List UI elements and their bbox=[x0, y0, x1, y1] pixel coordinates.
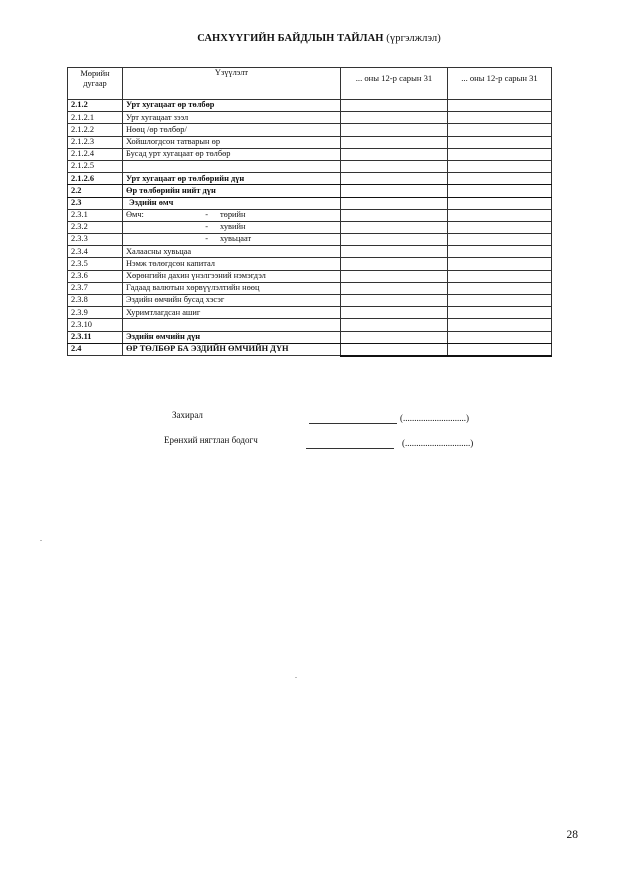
table-row bbox=[68, 173, 552, 185]
row-number: 2.3.2 bbox=[68, 221, 123, 233]
value-cell-period-1[interactable] bbox=[341, 112, 448, 124]
value-cell-period-2[interactable] bbox=[448, 100, 552, 112]
value-cell-period-1[interactable] bbox=[341, 136, 448, 148]
table-row bbox=[68, 282, 552, 294]
value-cell-period-1[interactable] bbox=[341, 221, 448, 233]
table-row bbox=[68, 343, 552, 356]
dash-marker: - bbox=[205, 222, 208, 232]
row-label bbox=[123, 234, 341, 246]
row-label bbox=[123, 160, 341, 172]
row-label bbox=[123, 319, 341, 331]
row-label: Нөөц /өр төлбөр/ bbox=[123, 124, 341, 136]
accountant-name-placeholder: (.............................) bbox=[402, 438, 474, 448]
header-period-2: ... оны 12-р сарын 31 bbox=[448, 68, 552, 100]
header-number: Мөрийн дугаар bbox=[68, 68, 123, 100]
value-cell-period-1[interactable] bbox=[341, 270, 448, 282]
row-label: Эздийн өмчийн дүн bbox=[123, 331, 341, 343]
report-title-main: САНХҮҮГИЙН БАЙДЛЫН ТАЙЛАН bbox=[197, 33, 384, 44]
table-row bbox=[68, 221, 552, 233]
row-label: Хойшлогдсон татварын өр bbox=[123, 136, 341, 148]
value-cell-period-2[interactable] bbox=[448, 173, 552, 185]
value-cell-period-2[interactable] bbox=[448, 160, 552, 172]
row-sub-label: хувьцаат bbox=[220, 234, 252, 244]
value-cell-period-1[interactable] bbox=[341, 197, 448, 209]
value-cell-period-1[interactable] bbox=[341, 319, 448, 331]
value-cell-period-2[interactable] bbox=[448, 124, 552, 136]
report-title-sub: (үргэлжлэл) bbox=[386, 33, 441, 44]
row-label bbox=[123, 197, 341, 209]
row-number: 2.2 bbox=[68, 185, 123, 197]
page-number: 28 bbox=[566, 829, 578, 841]
value-cell-period-1[interactable] bbox=[341, 295, 448, 307]
row-label: Урт хугацаат өр төлбөрийн дүн bbox=[123, 173, 341, 185]
table-row bbox=[68, 234, 552, 246]
table-row bbox=[68, 160, 552, 172]
value-cell-period-1[interactable] bbox=[341, 209, 448, 221]
accountant-signature-line[interactable] bbox=[306, 438, 394, 449]
table-row bbox=[68, 246, 552, 258]
report-title bbox=[0, 33, 638, 44]
row-label: ӨР ТӨЛБӨР БА ЭЗДИЙН ӨМЧИЙН ДҮН bbox=[123, 343, 341, 356]
row-label-text: Эздийн өмч bbox=[129, 197, 174, 207]
row-number: 2.3.10 bbox=[68, 319, 123, 331]
row-number: 2.3.7 bbox=[68, 282, 123, 294]
header-period-1: ... оны 12-р сарын 31 bbox=[341, 68, 448, 100]
row-number: 2.3.3 bbox=[68, 234, 123, 246]
row-number: 2.3.11 bbox=[68, 331, 123, 343]
value-cell-period-1[interactable] bbox=[341, 331, 448, 343]
value-cell-period-2[interactable] bbox=[448, 148, 552, 160]
row-label: Хөрөнгийн дахин үнэлгээний нэмэгдэл bbox=[123, 270, 341, 282]
value-cell-period-2[interactable] bbox=[448, 319, 552, 331]
row-number: 2.1.2.4 bbox=[68, 148, 123, 160]
row-number: 2.1.2 bbox=[68, 100, 123, 112]
value-cell-period-1[interactable] bbox=[341, 307, 448, 319]
accountant-role: Ерөнхий нягтлан бодогч bbox=[164, 435, 258, 445]
row-sub-label: төрийн bbox=[220, 210, 246, 220]
scan-speck bbox=[295, 677, 297, 678]
table-row bbox=[68, 270, 552, 282]
value-cell-period-1[interactable] bbox=[341, 343, 448, 356]
dash-marker: - bbox=[205, 234, 208, 244]
value-cell-period-2[interactable] bbox=[448, 282, 552, 294]
row-number: 2.1.2.5 bbox=[68, 160, 123, 172]
row-label: Халаасны хувьцаа bbox=[123, 246, 341, 258]
value-cell-period-2[interactable] bbox=[448, 246, 552, 258]
table-row bbox=[68, 112, 552, 124]
value-cell-period-1[interactable] bbox=[341, 173, 448, 185]
row-number: 2.1.2.3 bbox=[68, 136, 123, 148]
row-number: 2.3.1 bbox=[68, 209, 123, 221]
table-row bbox=[68, 209, 552, 221]
row-sub-label: хувийн bbox=[220, 222, 246, 232]
row-number: 2.3.9 bbox=[68, 307, 123, 319]
value-cell-period-1[interactable] bbox=[341, 282, 448, 294]
table-row bbox=[68, 197, 552, 209]
value-cell-period-1[interactable] bbox=[341, 100, 448, 112]
row-label: Урт хугацаат зээл bbox=[123, 112, 341, 124]
value-cell-period-2[interactable] bbox=[448, 185, 552, 197]
value-cell-period-1[interactable] bbox=[341, 258, 448, 270]
value-cell-period-1[interactable] bbox=[341, 234, 448, 246]
value-cell-period-2[interactable] bbox=[448, 209, 552, 221]
value-cell-period-1[interactable] bbox=[341, 124, 448, 136]
value-cell-period-1[interactable] bbox=[341, 185, 448, 197]
value-cell-period-2[interactable] bbox=[448, 343, 552, 356]
row-label: Бусад урт хугацаат өр төлбөр bbox=[123, 148, 341, 160]
scan-speck bbox=[40, 540, 42, 541]
row-number: 2.3 bbox=[68, 197, 123, 209]
table-row bbox=[68, 295, 552, 307]
value-cell-period-2[interactable] bbox=[448, 270, 552, 282]
table-row bbox=[68, 185, 552, 197]
row-label-text: Өмч: bbox=[126, 210, 144, 220]
table-row bbox=[68, 124, 552, 136]
row-label bbox=[123, 221, 341, 233]
row-label: Эздийн өмчийн бусад хэсэг bbox=[123, 295, 341, 307]
director-name-placeholder: (............................) bbox=[400, 413, 469, 423]
value-cell-period-2[interactable] bbox=[448, 197, 552, 209]
table-row bbox=[68, 100, 552, 112]
value-cell-period-2[interactable] bbox=[448, 221, 552, 233]
director-role: Захирал bbox=[172, 410, 203, 420]
table-row bbox=[68, 136, 552, 148]
row-label bbox=[123, 209, 341, 221]
value-cell-period-2[interactable] bbox=[448, 307, 552, 319]
row-number: 2.3.4 bbox=[68, 246, 123, 258]
row-label: Өр төлбөрийн нийт дүн bbox=[123, 185, 341, 197]
value-cell-period-1[interactable] bbox=[341, 148, 448, 160]
row-number: 2.3.6 bbox=[68, 270, 123, 282]
dash-marker: - bbox=[205, 210, 208, 220]
director-signature-line[interactable] bbox=[309, 413, 397, 424]
table-row bbox=[68, 319, 552, 331]
table-row bbox=[68, 307, 552, 319]
value-cell-period-1[interactable] bbox=[341, 246, 448, 258]
row-number: 2.1.2.1 bbox=[68, 112, 123, 124]
row-label: Урт хугацаат өр төлбөр bbox=[123, 100, 341, 112]
row-label: Хуримтлагдсан ашиг bbox=[123, 307, 341, 319]
value-cell-period-2[interactable] bbox=[448, 234, 552, 246]
table-row bbox=[68, 258, 552, 270]
value-cell-period-2[interactable] bbox=[448, 331, 552, 343]
value-cell-period-2[interactable] bbox=[448, 136, 552, 148]
table-header-row bbox=[68, 68, 552, 100]
table-row bbox=[68, 331, 552, 343]
row-number: 2.1.2.6 bbox=[68, 173, 123, 185]
value-cell-period-2[interactable] bbox=[448, 112, 552, 124]
row-label: Гадаад валютын хөрвүүлэлтийн нөөц bbox=[123, 282, 341, 294]
value-cell-period-2[interactable] bbox=[448, 295, 552, 307]
row-number: 2.3.5 bbox=[68, 258, 123, 270]
header-indicator: Үзүүлэлт bbox=[123, 68, 341, 100]
row-number: 2.4 bbox=[68, 343, 123, 356]
row-number: 2.1.2.2 bbox=[68, 124, 123, 136]
value-cell-period-2[interactable] bbox=[448, 258, 552, 270]
row-label: Нэмж төлөгдсөн капитал bbox=[123, 258, 341, 270]
value-cell-period-1[interactable] bbox=[341, 160, 448, 172]
row-number: 2.3.8 bbox=[68, 295, 123, 307]
table-row bbox=[68, 148, 552, 160]
balance-sheet-table bbox=[67, 67, 552, 357]
